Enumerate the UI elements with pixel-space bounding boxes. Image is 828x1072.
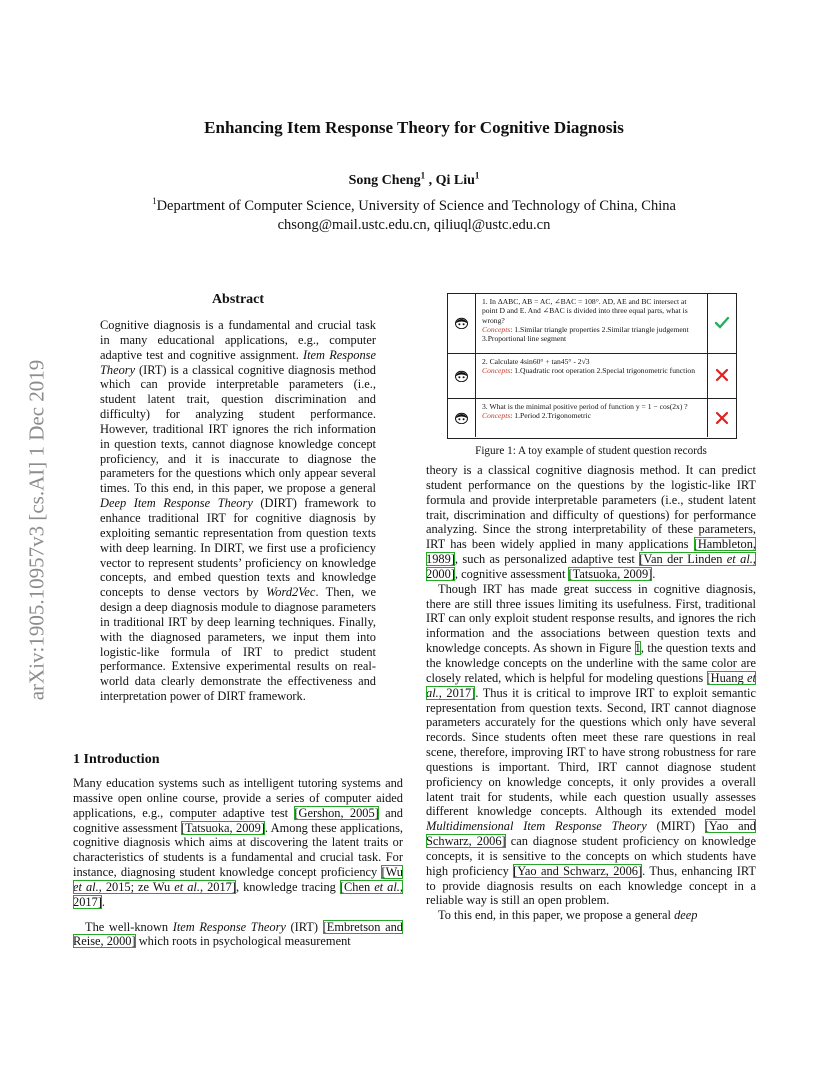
citation-link[interactable]: [Gershon, 2005] xyxy=(294,805,379,820)
text-run: [Chen xyxy=(339,879,375,894)
text-run: , 2000] xyxy=(426,552,756,581)
text-run: [Huang xyxy=(706,670,748,685)
check-icon xyxy=(714,314,730,330)
concepts-label: Concepts xyxy=(482,411,511,421)
question-statement: 1. In ΔABC, AB = AC, ∠BAC = 108°. AD, AE and BC intersect at point D and E. And ∠BAC is divided into three equal parts, what is wrong? xyxy=(482,297,688,325)
text-run: [Wu xyxy=(381,865,403,880)
intro-text xyxy=(73,776,403,949)
text-run: . xyxy=(101,894,106,909)
author-separator: , xyxy=(425,173,436,188)
citation-link[interactable]: [Hambleton, 1989] xyxy=(426,537,756,567)
question-record-row xyxy=(448,399,736,437)
citation-link[interactable]: [Embretson and Reise, 2000] xyxy=(73,919,403,949)
author-line xyxy=(0,170,828,189)
affiliation-block xyxy=(0,197,828,235)
section-heading: 1 Introduction xyxy=(73,752,160,767)
text-run: . Among these applications, cognitive diagnosis which aims at discovering the latent traits or characteristics of students is a fundamental and crucial task. For instance, diagnosing student knowledge concept proficiency xyxy=(73,820,403,880)
citation-link[interactable]: [Tatsuoka, 2009] xyxy=(568,566,653,581)
text-run: and cognitive assessment xyxy=(73,805,403,835)
question-statement: 2. Calculate 4sin60° + tan45° - 2√3 xyxy=(482,357,590,366)
question-record-row xyxy=(448,354,736,399)
text-run: . Thus it is critical to improve IRT to exploit semantic representation from question texts. Second, IRT cannot diagnose parameters accurately for the questions which only have several records. Since students often meet these rare questions in real scene, therefore, improving IRT to have strong robustness for rare questions is important. Third, IRT cannot diagnose student proficiency on knowledge concepts, it only provides a overall latent trait for students, while each question usually assesses different knowledge concepts. Although its extended model xyxy=(426,685,757,819)
text-run: et al. xyxy=(426,670,756,700)
affiliation: Department of Computer Science, University of Science and Technology of China, China xyxy=(156,198,676,214)
concepts-list: : 1.Period 2.Trigonometric xyxy=(510,411,591,421)
concepts-list: : 1.Similar triangle properties 2.Similar triangle judgement 3.Proportional line segment xyxy=(482,324,689,344)
text-run: theory is a classical cognitive diagnosis method. It can predict student performance on the questions by the logistic-like IRT formula and provide interpretable parameters (i.e., student latent trait, discrimination and difficulty of questions) for performance analyzing. Since the strong interpretability of these parameters, IRT has been widely applied in many applications xyxy=(426,463,756,552)
text-run: et al. xyxy=(174,879,200,894)
concepts-label: Concepts xyxy=(482,366,511,376)
concepts-label: Concepts xyxy=(482,324,511,334)
text-run: et al. xyxy=(726,552,753,567)
text-run: Deep Item Response Theory xyxy=(100,496,253,511)
citation-link[interactable]: [Yao and Schwarz, 2006] xyxy=(513,863,643,878)
affil-mark: 1 xyxy=(152,196,157,207)
question-text xyxy=(482,297,700,343)
result-cell xyxy=(707,399,736,437)
student-face-icon xyxy=(455,370,468,382)
student-cell xyxy=(448,294,476,353)
citation-link[interactable]: [Yao and Schwarz, 2006] xyxy=(426,819,756,849)
text-run: To this end, in this paper, we propose a general xyxy=(438,908,675,923)
text-run: Many education systems such as intelligent tutoring systems and massive open online course, provide a series of computer aided applications, e.g., computer adaptive test xyxy=(73,776,403,820)
author-name: Song Cheng xyxy=(348,173,421,188)
result-cell xyxy=(707,354,736,398)
text-run: [Van der Linden xyxy=(639,552,727,567)
author-name: Qi Liu xyxy=(435,173,475,188)
text-run: (IRT) is a classical cognitive diagnosis method which can provide interpretable parameters (i.e., student latent trait, question discrimination and difficulty) for analyzing student performance. However, traditional IRT ignores the rich information in question texts, cannot diagnose knowledge concept proficiency, and it is inaccurate to diagnose the parameters for the questions which only appear several times. To this end, in this paper, we propose a general xyxy=(100,362,376,496)
question-text xyxy=(482,402,700,421)
student-face-icon xyxy=(455,412,468,424)
author-affil-mark: 1 xyxy=(474,170,480,181)
text-run: Item Response Theory xyxy=(100,347,376,377)
concepts-list: : 1.Quadratic root operation 2.Special trigonometric function xyxy=(510,366,695,376)
text-run: The well-known xyxy=(85,919,173,934)
author-affil-mark: 1 xyxy=(420,170,426,181)
text-run: Though IRT has made great success in cognitive diagnosis, there are still three issues limiting its usefulness. First, traditional IRT can only exploit student response results, and ignores the rich information and the associations between question texts and knowledge concepts. As shown in Figure xyxy=(426,581,756,656)
right-column-text xyxy=(426,463,756,923)
text-run: et al. xyxy=(374,879,400,894)
text-run: (DIRT) framework to enhance traditional IRT for cognitive diagnosis by exploiting semantic representation from question texts with deep learning. In DIRT, we first use a proficiency vector to represent students’ proficiency on knowledge concepts, and embed question texts and knowledge concepts to dense vectors by xyxy=(100,496,376,600)
text-run: can diagnose student proficiency on knowledge concepts, it is sensitive to the concepts on which students have high proficiency xyxy=(426,834,756,878)
text-run: Multidimensional Item Response Theory xyxy=(426,819,647,834)
paper-title: Enhancing Item Response Theory for Cognitive Diagnosis xyxy=(204,118,624,137)
figure-ref-link[interactable]: 1 xyxy=(634,641,641,656)
text-run: , cognitive assessment xyxy=(454,566,569,581)
arxiv-sidebar xyxy=(12,300,62,760)
result-cell xyxy=(707,294,736,353)
student-cell xyxy=(448,399,476,437)
text-run: , such as personalized adaptive test xyxy=(454,552,640,567)
text-run: (IRT) xyxy=(285,919,323,934)
figure-caption: Figure 1: A toy example of student question records xyxy=(475,445,707,457)
text-run: et al. xyxy=(73,879,99,894)
text-run: . xyxy=(652,566,656,581)
cross-icon xyxy=(714,410,730,426)
text-run: . Then, we design a deep diagnosis module to diagnose parameters in traditional IRT by deep learning techniques. Finally, with the diagnosed parameters, we input them into logistic-like formula of IRT to predict student performance. Extensive experimental results on real-world data clearly demonstrate the effectiveness and interpretation power of DIRT framework. xyxy=(100,585,377,704)
student-face-icon xyxy=(455,317,468,329)
text-run: , 2017] xyxy=(199,879,236,894)
text-run: deep xyxy=(674,908,698,923)
arxiv-identifier: arXiv:1905.10957v3 [cs.AI] 1 Dec 2019 xyxy=(24,359,49,701)
text-run: Cognitive diagnosis is a fundamental and crucial task in many educational applications, e.g., computer adaptive test and cognitive assignment. xyxy=(100,318,376,362)
text-run: Word2Vec xyxy=(266,585,316,600)
student-cell xyxy=(448,354,476,398)
figure-table xyxy=(447,293,737,439)
author-emails: chsong@mail.ustc.edu.cn, qiliuql@ustc.edu.cn xyxy=(277,217,551,233)
question-statement: 3. What is the minimal positive period of function y = 1 − cos(2x) ? xyxy=(482,402,688,411)
text-run: . Thus, enhancing IRT to provide diagnosis results on each knowledge concept in a reliable way is still an open problem. xyxy=(426,863,756,908)
text-run: Item Response Theory xyxy=(172,919,286,934)
text-run: , 2017] xyxy=(438,685,476,700)
text-run: , 2017] xyxy=(73,879,403,909)
cross-icon xyxy=(714,367,730,383)
text-run: which roots in psychological measurement xyxy=(135,934,351,949)
text-run: , knowledge tracing xyxy=(235,879,340,894)
text-run: , 2015; ze Wu xyxy=(98,879,175,894)
question-text xyxy=(482,357,700,376)
abstract-text xyxy=(100,318,376,704)
question-record-row xyxy=(448,294,736,354)
citation-link[interactable]: [Tatsuoka, 2009] xyxy=(180,820,265,835)
text-run: , the question texts and the knowledge concepts on the underline with the same color are closely related, which is helpful for modeling questions xyxy=(426,641,756,685)
abstract-heading: Abstract xyxy=(211,292,265,307)
text-run: (MIRT) xyxy=(646,819,705,834)
